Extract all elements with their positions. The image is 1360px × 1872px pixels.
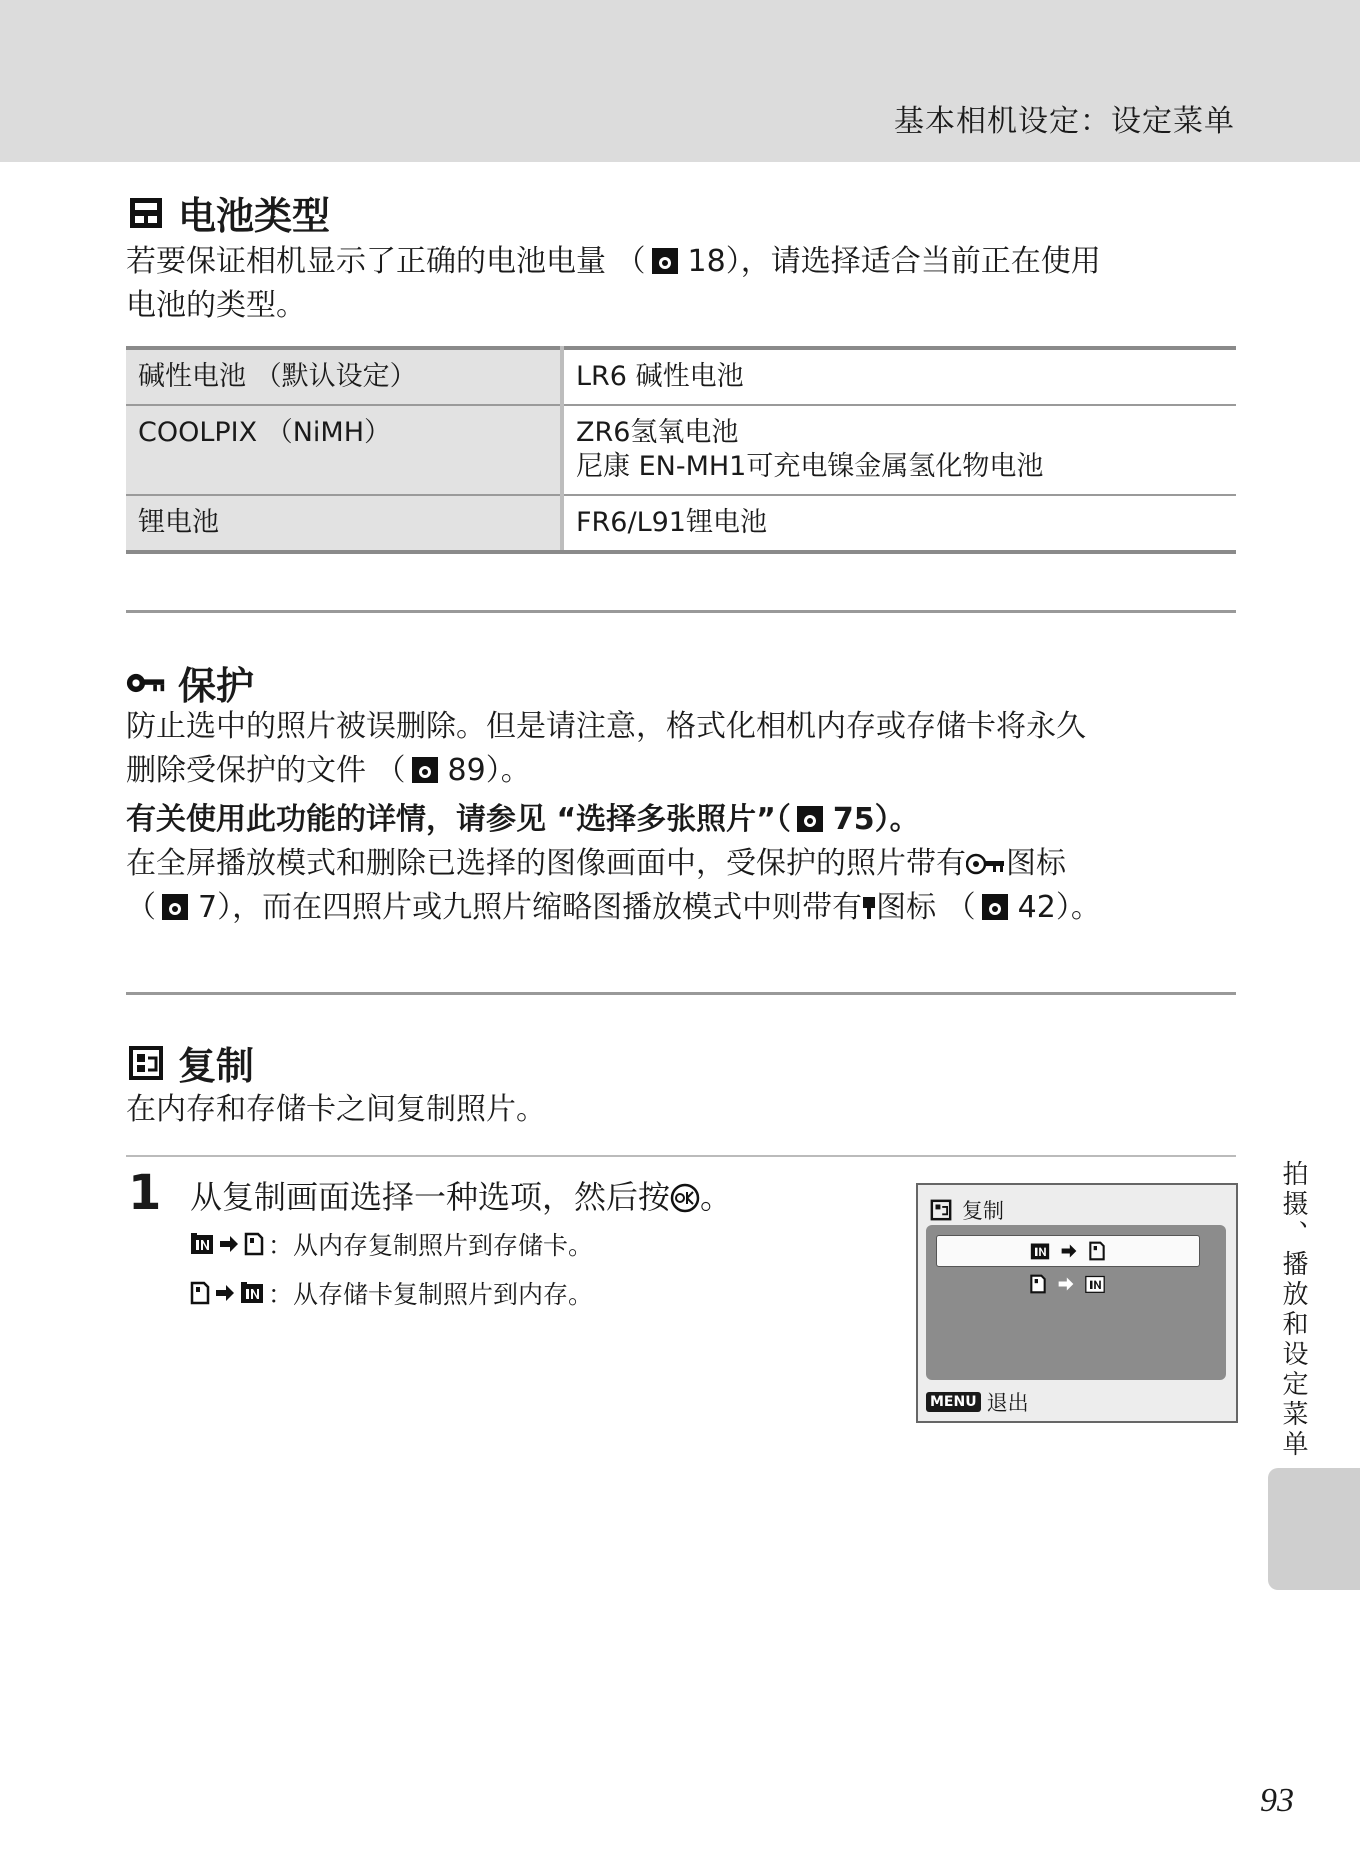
copy-option-2	[190, 1275, 593, 1311]
side-section-label: 拍摄、播放和设定菜单	[1278, 1160, 1308, 1460]
internal-memory-icon	[190, 1232, 214, 1256]
menu-button[interactable]: MENU	[926, 1392, 981, 1412]
internal-memory-icon	[1085, 1274, 1105, 1294]
screen-option-memory-to-card[interactable]	[936, 1235, 1200, 1267]
battery-title-text: 电池类型	[178, 194, 331, 238]
copy-title-text: 复制	[178, 1044, 255, 1088]
battery-intro-ref[interactable]: 18	[687, 244, 726, 279]
battery-desc-line: 尼康 EN-MH1可充电镍金属氢化物电池	[576, 451, 1044, 482]
copy-icon	[126, 1043, 166, 1083]
screen-title	[930, 1195, 1004, 1225]
screen-option-card-to-memory[interactable]	[936, 1269, 1198, 1299]
protect-ref-89[interactable]: 89	[447, 753, 486, 788]
step-end: 。	[700, 1178, 733, 1216]
memory-card-icon	[244, 1232, 264, 1256]
battery-desc-cell	[562, 495, 1236, 552]
protect-p2-text-a: 在全屏播放模式和删除已选择的图像画面中，受保护的照片带有	[126, 846, 966, 881]
copy-option-1-text: ：从内存复制照片到存储卡。	[268, 1231, 594, 1260]
key-icon	[126, 663, 166, 703]
memory-card-icon	[1088, 1241, 1106, 1261]
copy-icon	[930, 1199, 952, 1221]
arrow-right-icon	[218, 1233, 240, 1255]
battery-desc-line: ZR6氢氧电池	[576, 417, 739, 448]
step-divider	[126, 1155, 1236, 1157]
table-row	[126, 348, 1236, 405]
internal-memory-icon	[1030, 1241, 1050, 1261]
step-text: 从复制画面选择一种选项，然后按	[190, 1178, 671, 1216]
arrow-right-icon	[1057, 1275, 1075, 1293]
page-reference-icon	[797, 806, 823, 832]
page-reference-icon	[652, 248, 678, 274]
battery-section-title	[126, 185, 330, 240]
protect-section-title	[126, 655, 254, 710]
page-reference-icon	[412, 757, 438, 783]
section-divider	[126, 992, 1236, 995]
step-number: 1	[128, 1165, 162, 1221]
protect-ref-7[interactable]: 7	[198, 890, 218, 925]
arrow-right-icon	[1060, 1242, 1078, 1260]
table-row	[126, 495, 1236, 552]
protect-p2-text-c: （	[126, 890, 156, 925]
copy-section-title	[126, 1035, 254, 1090]
copy-option-1	[190, 1226, 593, 1262]
protect-ref-42[interactable]: 42	[1017, 890, 1056, 925]
protect-para-1	[126, 705, 1236, 793]
table-row	[126, 405, 1236, 495]
battery-type-cell: COOLPIX （NiMH）	[126, 405, 562, 495]
protect-note-ref-75[interactable]: 75	[832, 802, 875, 837]
protect-p2-text-f: ）。	[1055, 890, 1101, 925]
memory-card-icon	[1029, 1274, 1047, 1294]
protect-note-text-a: 有关使用此功能的详情，请参见 “选择多张照片”（	[126, 802, 791, 837]
screen-menu-panel	[926, 1225, 1226, 1380]
screen-footer	[926, 1387, 1029, 1417]
battery-type-cell: 锂电池	[126, 495, 562, 552]
battery-intro-text-b: ），请选择适合当前正在使用	[725, 244, 1101, 279]
battery-type-icon	[126, 193, 166, 233]
side-tab	[1268, 1468, 1360, 1590]
camera-screen	[916, 1183, 1238, 1423]
ok-button-icon	[670, 1183, 700, 1213]
arrow-right-icon	[214, 1282, 236, 1304]
screen-title-text: 复制	[962, 1199, 1004, 1223]
protect-note-text-b: ）。	[874, 802, 920, 837]
step-instruction	[190, 1172, 732, 1218]
internal-memory-icon	[240, 1281, 264, 1305]
page-reference-icon	[162, 894, 188, 920]
protect-text-b: 删除受保护的文件 （	[126, 753, 406, 788]
header-title: 基本相机设定：设定菜单	[894, 104, 1235, 139]
page-reference-icon	[982, 894, 1008, 920]
copy-option-2-text: ：从存储卡复制照片到内存。	[268, 1280, 594, 1309]
memory-card-icon	[190, 1281, 210, 1305]
protect-p2-text-b: 图标	[1006, 846, 1066, 881]
exit-label: 退出	[986, 1391, 1029, 1415]
section-divider	[126, 610, 1236, 613]
protect-p2-text-d: ），而在四照片或九照片缩略图播放模式中则带有	[217, 890, 863, 925]
battery-type-table	[126, 346, 1236, 554]
battery-desc-cell	[562, 348, 1236, 405]
protect-key-icon	[966, 852, 1006, 876]
battery-intro-text-a: 若要保证相机显示了正确的电池电量 （	[126, 244, 646, 279]
battery-intro-text-c: 电池的类型。	[126, 288, 306, 323]
protect-text-c: ）。	[485, 753, 531, 788]
battery-type-cell: 碱性电池 （默认设定）	[126, 348, 562, 405]
battery-desc-line: FR6/L91锂电池	[576, 507, 767, 538]
protect-title-text: 保护	[178, 664, 255, 708]
battery-desc-line: LR6 碱性电池	[576, 361, 744, 392]
copy-intro: 在内存和存储卡之间复制照片。	[126, 1092, 546, 1127]
battery-desc-cell	[562, 405, 1236, 495]
protect-text-a: 防止选中的照片被误删除。但是请注意，格式化相机内存或存储卡将永久	[126, 709, 1086, 744]
protect-p2-text-e: 图标 （	[876, 890, 976, 925]
protect-para-2	[126, 842, 1236, 930]
thumbnail-protect-icon	[862, 895, 876, 921]
page-number: 93	[1260, 1782, 1294, 1819]
protect-note	[126, 798, 1236, 842]
battery-intro	[126, 240, 1236, 328]
